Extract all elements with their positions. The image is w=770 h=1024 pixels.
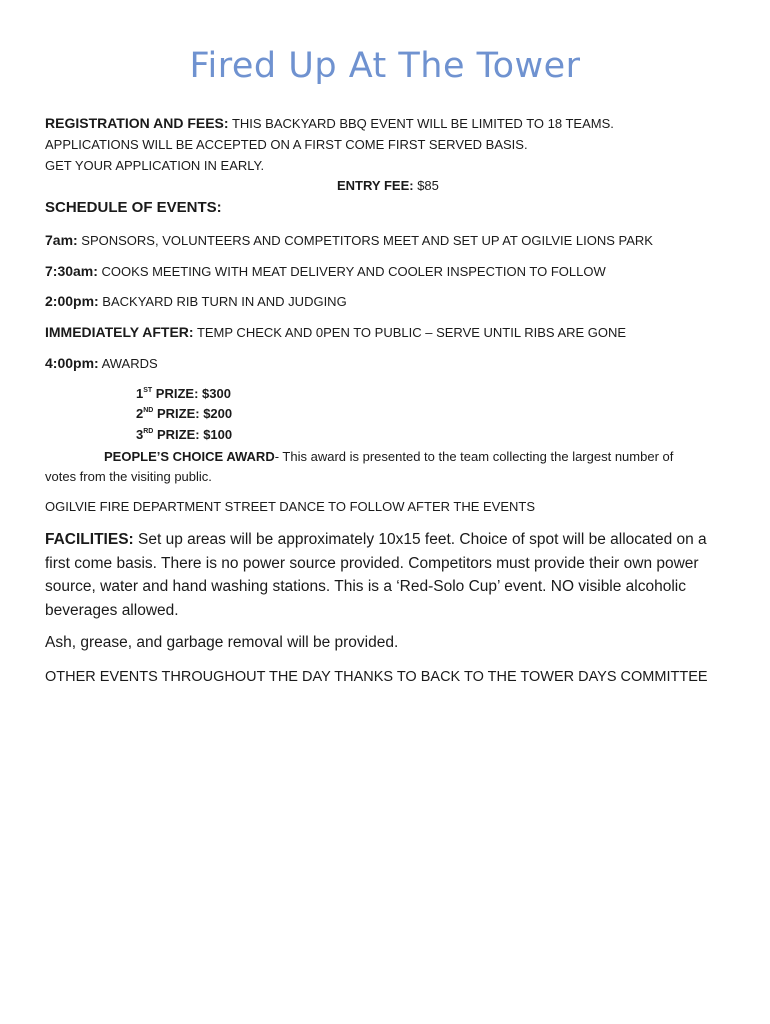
registration-label: REGISTRATION AND FEES: xyxy=(45,115,229,131)
prize-amount: PRIZE: $100 xyxy=(153,427,233,442)
prize-amount: PRIZE: $200 xyxy=(153,406,233,421)
applications-line: APPLICATIONS WILL BE ACCEPTED ON A FIRST COME FIRST SERVED BASIS. xyxy=(45,137,528,152)
entry-fee-value: $85 xyxy=(413,178,439,193)
registration-line xyxy=(45,115,614,131)
event-time: 7am: xyxy=(45,232,78,248)
peoples-choice-text: - This award is presented to the team collecting the largest number of votes from the visiting public. xyxy=(45,449,674,484)
entry-fee-line xyxy=(337,178,439,193)
facilities-paragraph xyxy=(45,528,735,622)
prize-amount: PRIZE: $300 xyxy=(152,386,231,401)
event-text: BACKYARD RIB TURN IN AND JUDGING xyxy=(98,294,347,309)
schedule-event xyxy=(45,232,653,248)
event-text: TEMP CHECK AND 0PEN TO PUBLIC – SERVE UNTIL RIBS ARE GONE xyxy=(193,325,627,340)
prize-ordinal: ND xyxy=(143,407,154,414)
prize-first xyxy=(136,386,231,401)
event-time: 2:00pm: xyxy=(45,293,99,309)
street-dance-line: OGILVIE FIRE DEPARTMENT STREET DANCE TO FOLLOW AFTER THE EVENTS xyxy=(45,499,536,514)
schedule-event xyxy=(45,324,626,340)
event-text: COOKS MEETING WITH MEAT DELIVERY AND COOLER INSPECTION TO FOLLOW xyxy=(97,264,606,279)
registration-text: THIS BACKYARD BBQ EVENT WILL BE LIMITED TO 18 TEAMS. xyxy=(228,116,614,131)
schedule-event xyxy=(45,355,158,371)
schedule-event xyxy=(45,263,606,279)
facilities-text: Set up areas will be approximately 10x15 feet. Choice of spot will be allocated on a first come basis. There is no power source provided. Competitors must provide their own power source, water and hand washing stations. This is a ‘Red-Solo Cup’ event. NO visible alcoholic beverages allowed. xyxy=(45,531,707,619)
event-text: AWARDS xyxy=(98,356,158,371)
prize-second xyxy=(136,406,232,421)
other-events-line: OTHER EVENTS THROUGHOUT THE DAY THANKS TO BACK TO THE TOWER DAYS COMMITTEE xyxy=(45,669,708,685)
event-time: 4:00pm: xyxy=(45,355,99,371)
event-text: SPONSORS, VOLUNTEERS AND COMPETITORS MEET AND SET UP AT OGILVIE LIONS PARK xyxy=(77,233,653,248)
event-time: IMMEDIATELY AFTER: xyxy=(45,324,194,340)
prize-number: 3 xyxy=(136,427,144,442)
prize-ordinal: ST xyxy=(143,387,153,394)
prize-number: 1 xyxy=(136,386,144,401)
peoples-choice-label: PEOPLE’S CHOICE AWARD xyxy=(104,449,275,464)
entry-fee-label: ENTRY FEE: xyxy=(337,178,414,193)
event-time: 7:30am: xyxy=(45,263,98,279)
prize-ordinal: RD xyxy=(143,428,154,435)
document-title: Fired Up At The Tower xyxy=(189,46,581,86)
peoples-choice-award xyxy=(45,447,705,487)
schedule-heading: SCHEDULE OF EVENTS: xyxy=(45,199,222,216)
schedule-event xyxy=(45,293,347,309)
prize-number: 2 xyxy=(136,406,144,421)
apply-early-line: GET YOUR APPLICATION IN EARLY. xyxy=(45,158,265,173)
removal-line: Ash, grease, and garbage removal will be provided. xyxy=(45,634,399,651)
prize-third xyxy=(136,427,232,442)
facilities-label: FACILITIES: xyxy=(45,531,134,548)
